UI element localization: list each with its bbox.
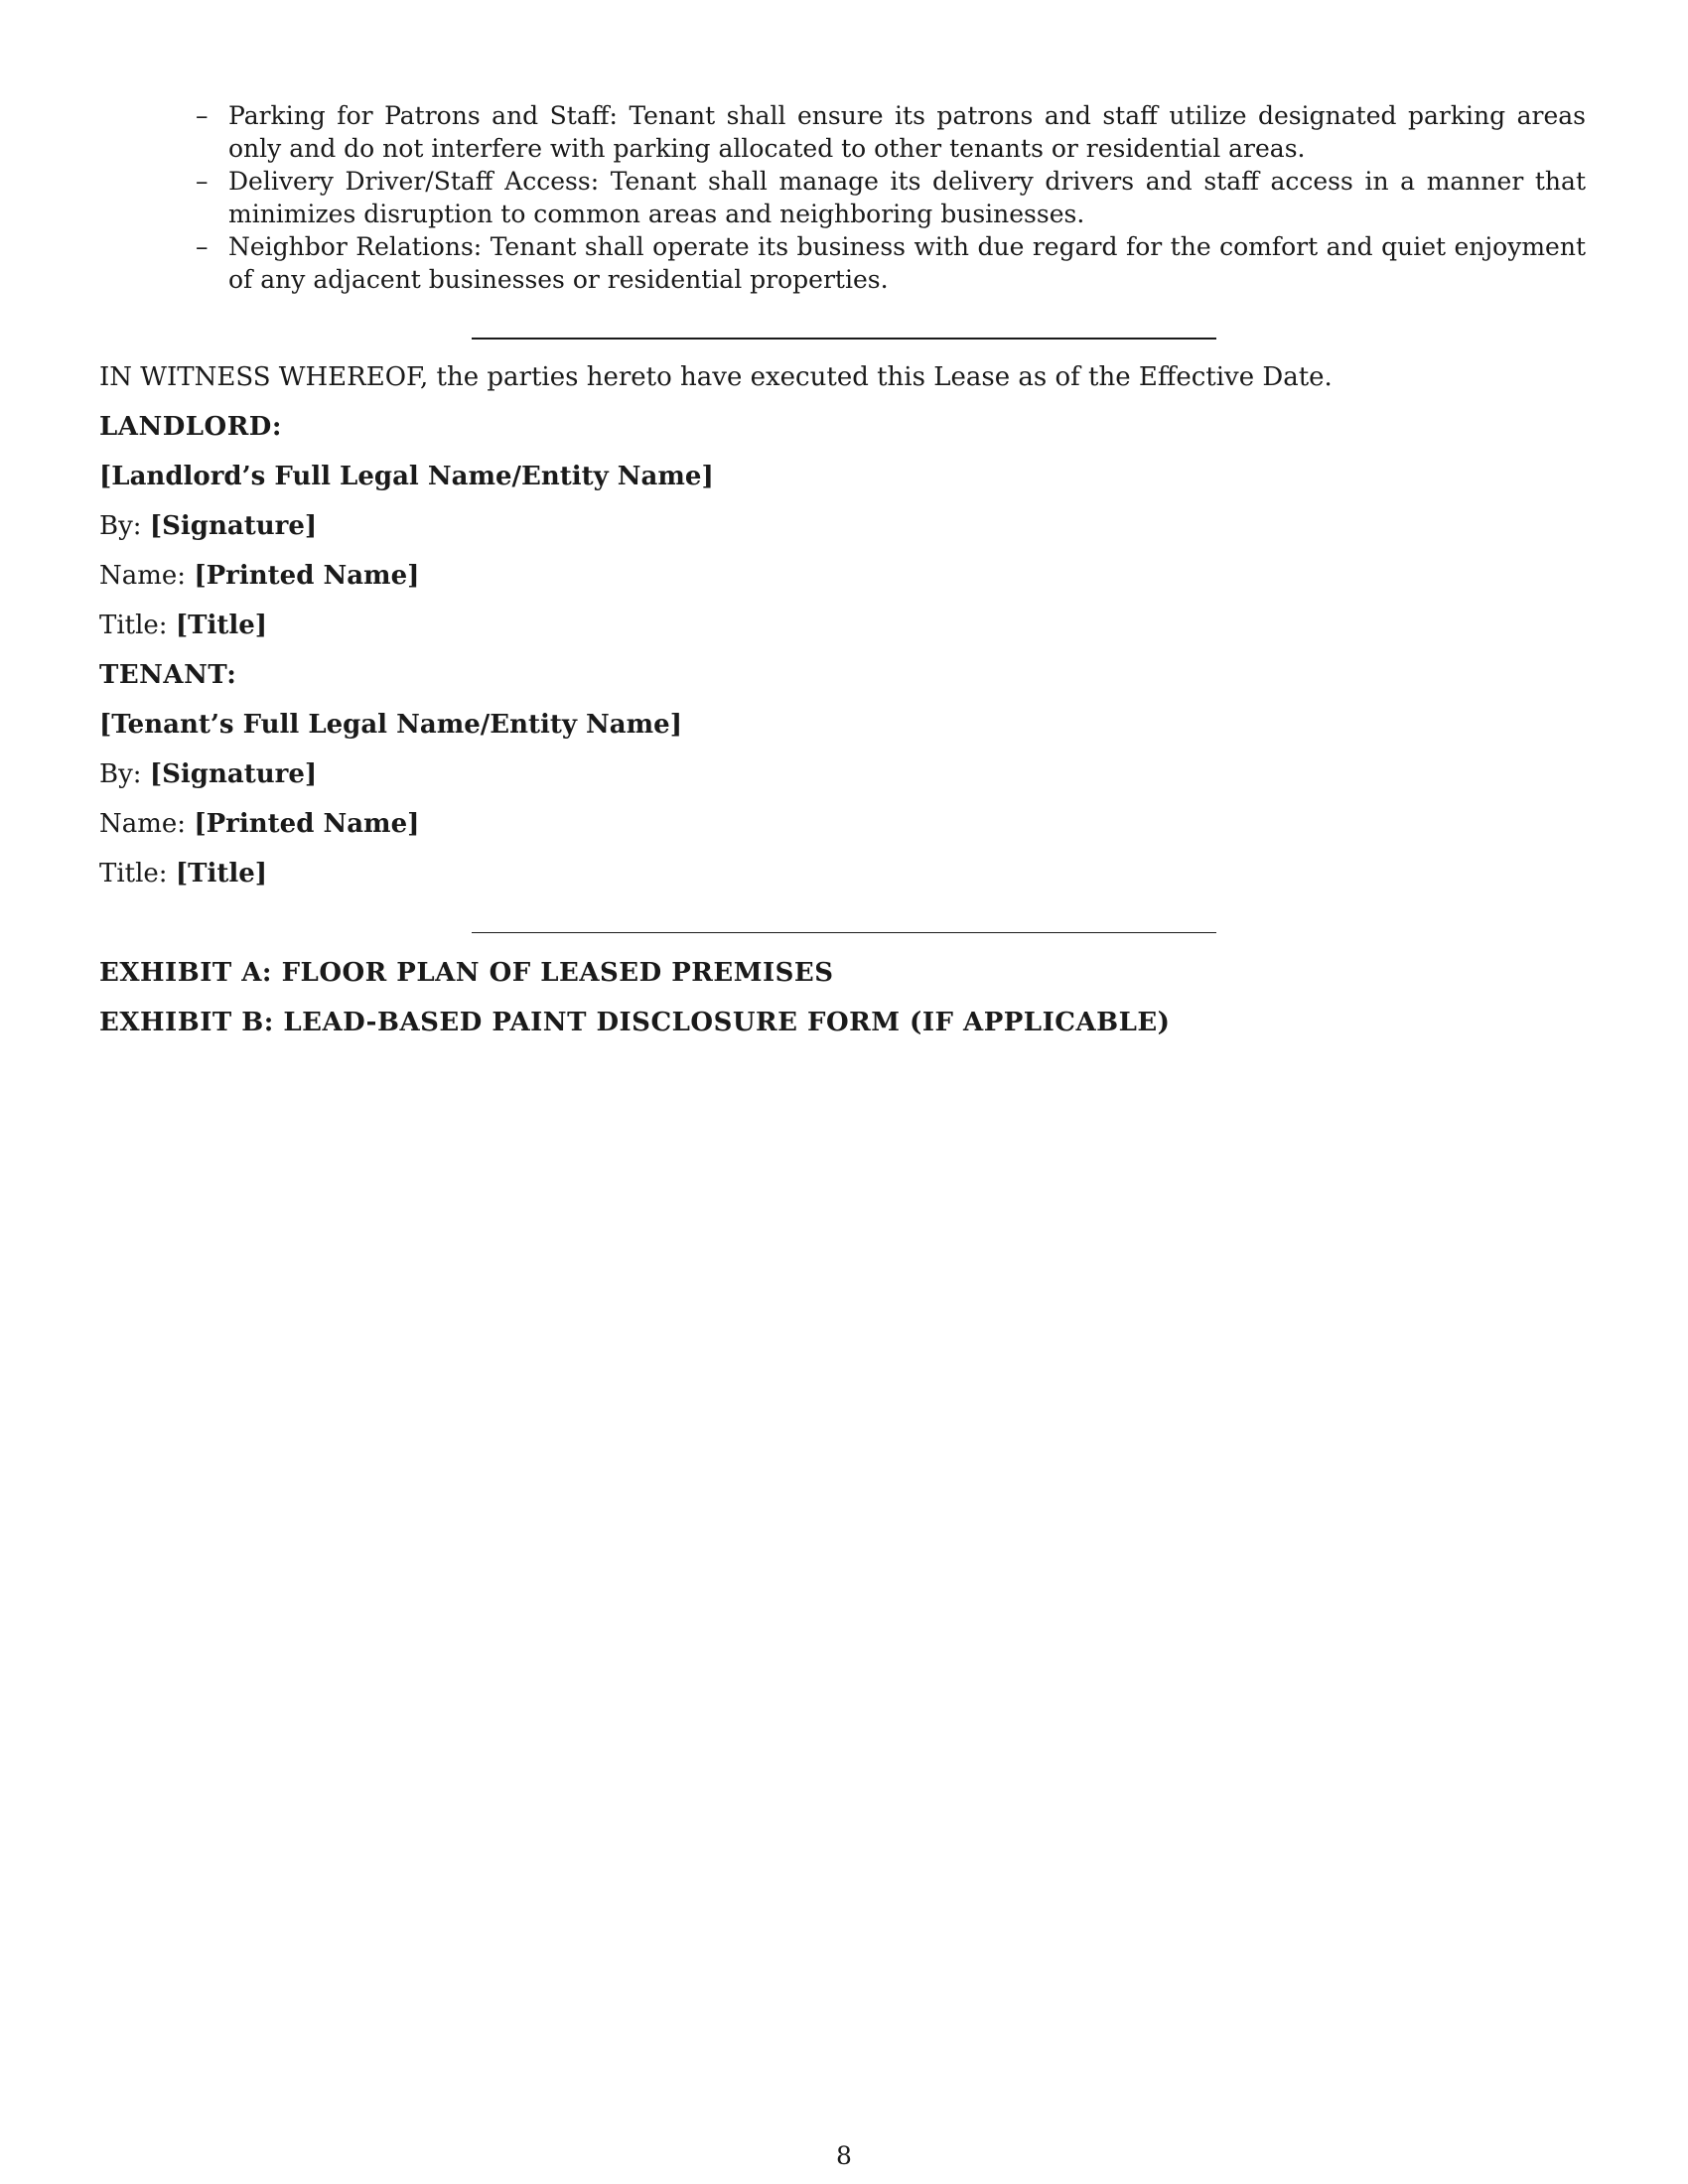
- list-item: [196, 165, 1586, 230]
- signature-placeholder: [Signature]: [149, 511, 318, 541]
- exhibit-b-heading: EXHIBIT B: LEAD-BASED PAINT DISCLOSURE FORM (IF APPLICABLE): [99, 1008, 1171, 1037]
- list-item: [196, 99, 1586, 165]
- signature-placeholder: [Signature]: [149, 759, 318, 789]
- landlord-name-line: [99, 559, 419, 593]
- tenant-title-line: [99, 857, 267, 890]
- tenant-name-line: [99, 807, 419, 841]
- list-item-text: Delivery Driver/Staff Access: Tenant shall manage its delivery drivers and staff access in a manner that minimizes disruption to common areas and neighboring businesses.: [228, 167, 1586, 228]
- dash-bullet: –: [196, 101, 209, 130]
- landlord-signature-line: [99, 509, 317, 543]
- exhibit-a-heading: EXHIBIT A: FLOOR PLAN OF LEASED PREMISES: [99, 958, 834, 988]
- dash-bullet: –: [196, 232, 209, 261]
- obligations-list: [196, 99, 1586, 296]
- title-label: Title:: [99, 611, 168, 640]
- title-placeholder: [Title]: [175, 859, 268, 888]
- tenant-entity-name: [99, 708, 682, 742]
- name-label: Name:: [99, 561, 187, 591]
- tenant-entity-value: [Tenant’s Full Legal Name/Entity Name]: [99, 710, 683, 740]
- by-label: By:: [99, 511, 142, 541]
- section-divider: [472, 338, 1216, 340]
- landlord-entity-name: [99, 460, 714, 493]
- list-item: [196, 230, 1586, 296]
- title-label: Title:: [99, 859, 168, 888]
- list-item-text: Neighbor Relations: Tenant shall operate its business with due regard for the comfort and quiet enjoyment of any adjacent businesses or residential properties.: [228, 232, 1586, 294]
- landlord-heading: LANDLORD:: [99, 412, 282, 442]
- page-number: 8: [836, 2141, 852, 2170]
- tenant-heading: TENANT:: [99, 660, 237, 690]
- dash-bullet: –: [196, 167, 209, 196]
- printed-name-placeholder: [Printed Name]: [194, 809, 420, 839]
- title-placeholder: [Title]: [175, 611, 268, 640]
- landlord-entity-value: [Landlord’s Full Legal Name/Entity Name]: [99, 462, 714, 491]
- witness-statement: IN WITNESS WHEREOF, the parties hereto have executed this Lease as of the Effective Date.: [99, 362, 1333, 392]
- section-divider: [472, 932, 1216, 933]
- list-item-text: Parking for Patrons and Staff: Tenant shall ensure its patrons and staff utilize designated parking areas only and do not interfere with parking allocated to other tenants or residential areas.: [228, 101, 1586, 163]
- tenant-signature-line: [99, 757, 317, 791]
- name-label: Name:: [99, 809, 187, 839]
- by-label: By:: [99, 759, 142, 789]
- printed-name-placeholder: [Printed Name]: [194, 561, 420, 591]
- landlord-title-line: [99, 609, 267, 642]
